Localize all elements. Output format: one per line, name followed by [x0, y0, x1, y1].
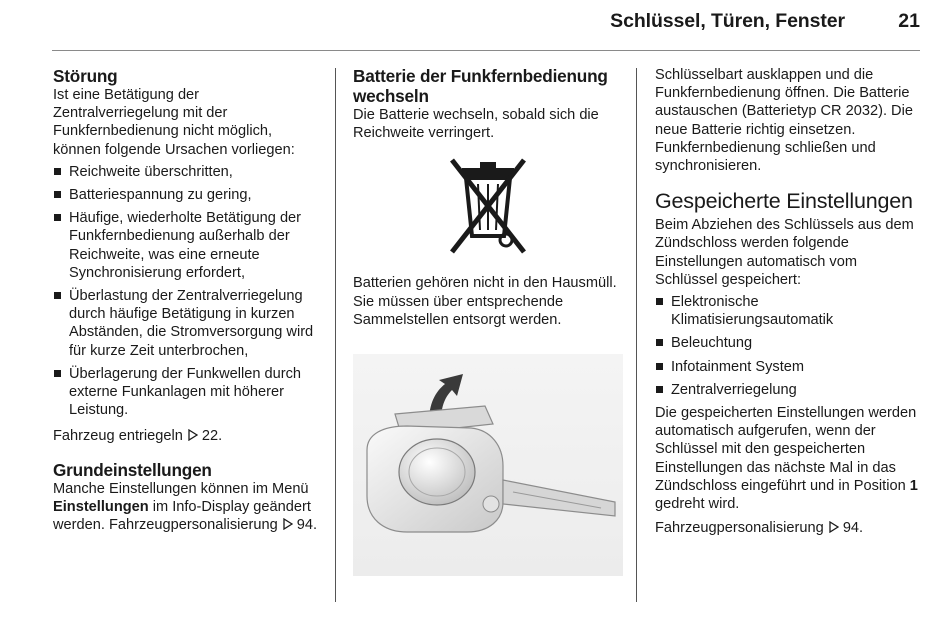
list-item: Elektronische Klimatisierungsautomatik [655, 293, 923, 329]
ignition-position: 1 [909, 477, 918, 494]
grund-text-part: Manche Einstellungen können im Menü [53, 480, 309, 497]
page-header-title: Schlüssel, Türen, Fenster [610, 10, 845, 32]
list-item: Beleuchtung [655, 334, 923, 352]
recall-text-part: gedreht wird. [655, 496, 740, 513]
list-item: Überlagerung der Funkwellen durch externe Funkanlagen mit höherer Leistung. [53, 365, 321, 420]
battery-change-heading: Batterie der Funkfernbedienung wechseln [353, 66, 608, 106]
grundeinstellungen-heading: Grundeinstellungen [53, 459, 212, 480]
grund-text-part: im Info-Display geändert werden. Fahrzeugpersonalisierung [53, 498, 311, 534]
xref-fahrzeug-entriegeln[interactable] [53, 427, 321, 445]
list-item: Batteriespannung zu gering, [53, 186, 321, 204]
page-number: 21 [898, 10, 920, 32]
column-middle [353, 66, 623, 329]
page-reference-icon [187, 427, 199, 445]
list-item: Überlastung der Zentralverriegelung durch häufige Betätigung in kurzen Abständen, die Stromversorgung wird für kurze Zeit unterbrochen, [53, 287, 321, 360]
battery-replace-steps: Schlüsselbart ausklappen und die Funkfernbedienung öffnen. Die Batterie austauschen (Batterietyp CR 2032). Die neue Batterie richtig einsetzen. Funkfernbedienung schließen und synchronisieren. [655, 67, 913, 175]
column-divider [636, 68, 637, 602]
stoerung-heading: Störung [53, 66, 118, 86]
xref-page[interactable]: 94. [296, 517, 318, 534]
header-rule [52, 50, 920, 51]
column-left [53, 66, 321, 534]
list-item: Reichweite überschritten, [53, 163, 321, 181]
key-fob-battery-illustration [353, 354, 623, 576]
battery-change-text: Die Batterie wechseln, sobald sich die Reichweite verringert. [353, 107, 599, 142]
column-right [655, 66, 923, 537]
xref-page: 22. [201, 428, 223, 445]
list-item: Infotainment System [655, 358, 923, 376]
gespeicherte-intro: Beim Abziehen des Schlüssels aus dem Zündschloss werden folgende Einstellungen automatisch vom Schlüssel gespeichert: [655, 217, 914, 288]
list-item: Häufige, wiederholte Betätigung der Funkfernbedienung außerhalb der Reichweite, was eine erneute Synchronisierung erfordert, [53, 209, 321, 282]
page-reference-icon [282, 516, 294, 534]
grundeinstellungen-text [53, 480, 321, 535]
list-item: Zentralverriegelung [655, 381, 923, 399]
xref-label: Fahrzeug entriegeln [53, 428, 183, 445]
xref-fahrzeugpersonalisierung[interactable] [655, 519, 923, 537]
battery-disposal-text: Batterien gehören nicht in den Hausmüll. Sie müssen über entsprechende Sammelstellen entsorgt werden. [353, 275, 617, 328]
stoerung-cause-list [53, 163, 321, 420]
stoerung-text: Ist eine Betätigung der Zentralverriegelung mit der Funkfernbedienung nicht möglich, können folgende Ursachen vorliegen: [53, 87, 295, 158]
menu-name-einstellungen: Einstellungen [53, 498, 149, 515]
gespeicherte-einstellungen-heading: Gespeicherte Einstellungen [655, 189, 913, 214]
xref-page: 94. [842, 520, 864, 537]
crossed-out-bin-icon [440, 156, 536, 258]
page-reference-icon [828, 519, 840, 537]
column-divider [335, 68, 336, 602]
stored-settings-list [655, 293, 923, 399]
recall-text-part: Die gespeicherten Einstellungen werden automatisch aufgerufen, wenn der Schlüssel mit den gespeicherten Einstellungen das nächste Mal in das Zündschloss eingeführt und in Position [655, 405, 917, 494]
xref-label: Fahrzeugpersonalisierung [655, 520, 824, 537]
recall-text [655, 404, 923, 513]
